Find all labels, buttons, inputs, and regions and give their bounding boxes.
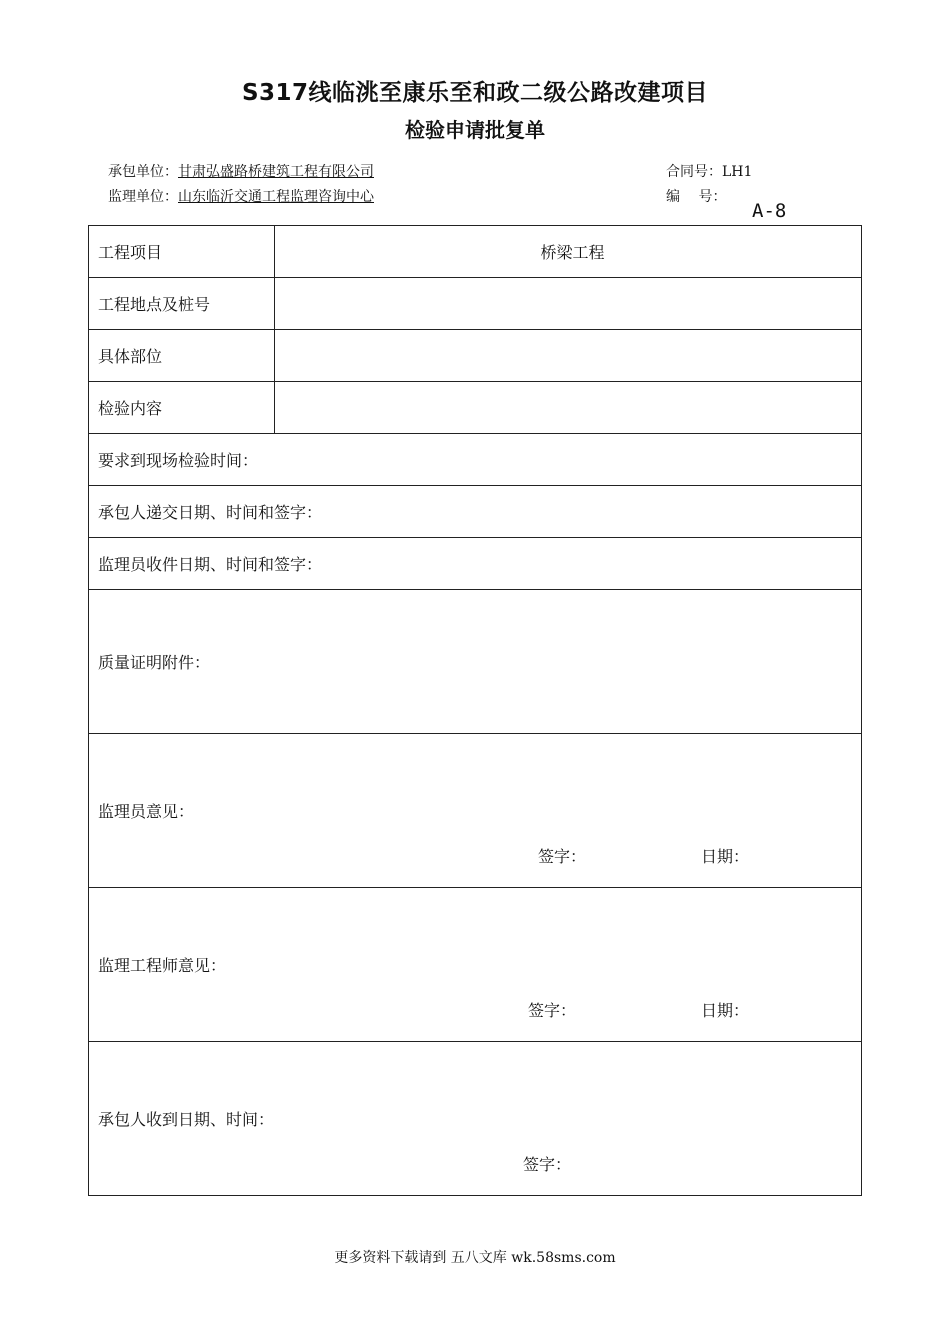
table-row bbox=[89, 434, 862, 486]
inspection-time-field: 要求到现场检验时间： bbox=[89, 434, 862, 486]
inspection-form-table bbox=[88, 225, 862, 1196]
supervisor-sign-label: 签字： bbox=[538, 847, 587, 866]
table-row bbox=[89, 382, 862, 434]
document-title: S317线临洮至康乐至和政二级公路改建项目 bbox=[241, 80, 709, 106]
project-value: 桥梁工程 bbox=[275, 226, 862, 278]
content-value bbox=[275, 382, 862, 434]
contractor-sign-label: 签字： bbox=[523, 1155, 572, 1174]
contractor-value: 甘肃弘盛路桥建筑工程有限公司 bbox=[178, 164, 374, 180]
table-row bbox=[89, 1042, 862, 1196]
contractor-submit-field: 承包人递交日期、时间和签字： bbox=[89, 486, 862, 538]
contractor-received-label: 承包人收到日期、时间： bbox=[98, 1110, 275, 1129]
footer-note: 更多资料下载请到 五八文库 wk.58sms.com bbox=[334, 1250, 616, 1266]
supervisor-receive-field: 监理员收件日期、时间和签字： bbox=[89, 538, 862, 590]
table-row bbox=[89, 226, 862, 278]
table-row bbox=[89, 330, 862, 382]
contractor-label: 承包单位： bbox=[108, 164, 178, 180]
supervisor-opinion-label: 监理员意见： bbox=[98, 802, 195, 821]
supervisor-value: 山东临沂交通工程监理咨询中心 bbox=[178, 189, 374, 205]
supervisor-line bbox=[108, 186, 374, 206]
table-row bbox=[89, 888, 862, 1042]
part-value bbox=[275, 330, 862, 382]
location-label: 工程地点及桩号 bbox=[89, 278, 275, 330]
content-label: 检验内容 bbox=[89, 382, 275, 434]
engineer-sign-label: 签字： bbox=[528, 1001, 577, 1020]
quality-attachments-field bbox=[89, 590, 862, 734]
engineer-opinion-label: 监理工程师意见： bbox=[98, 956, 227, 975]
table-row bbox=[89, 590, 862, 734]
table-row bbox=[89, 734, 862, 888]
part-label: 具体部位 bbox=[89, 330, 275, 382]
supervisor-opinion-field bbox=[89, 734, 862, 888]
contract-number: 合同号：LH1 bbox=[666, 164, 753, 180]
engineer-date-label: 日期： bbox=[701, 1001, 750, 1020]
contractor-received-field bbox=[89, 1042, 862, 1196]
supervisor-label: 监理单位： bbox=[108, 189, 178, 205]
serial-number-label: 编 号： bbox=[666, 189, 727, 205]
supervisor-date-label: 日期： bbox=[701, 847, 750, 866]
table-row bbox=[89, 486, 862, 538]
form-code: A-8 bbox=[752, 200, 787, 222]
engineer-opinion-field bbox=[89, 888, 862, 1042]
quality-attachments-label: 质量证明附件： bbox=[98, 653, 211, 672]
table-row bbox=[89, 538, 862, 590]
table-row bbox=[89, 278, 862, 330]
document-subtitle: 检验申请批复单 bbox=[405, 118, 545, 142]
contractor-line bbox=[108, 161, 374, 181]
location-value bbox=[275, 278, 862, 330]
project-label: 工程项目 bbox=[89, 226, 275, 278]
